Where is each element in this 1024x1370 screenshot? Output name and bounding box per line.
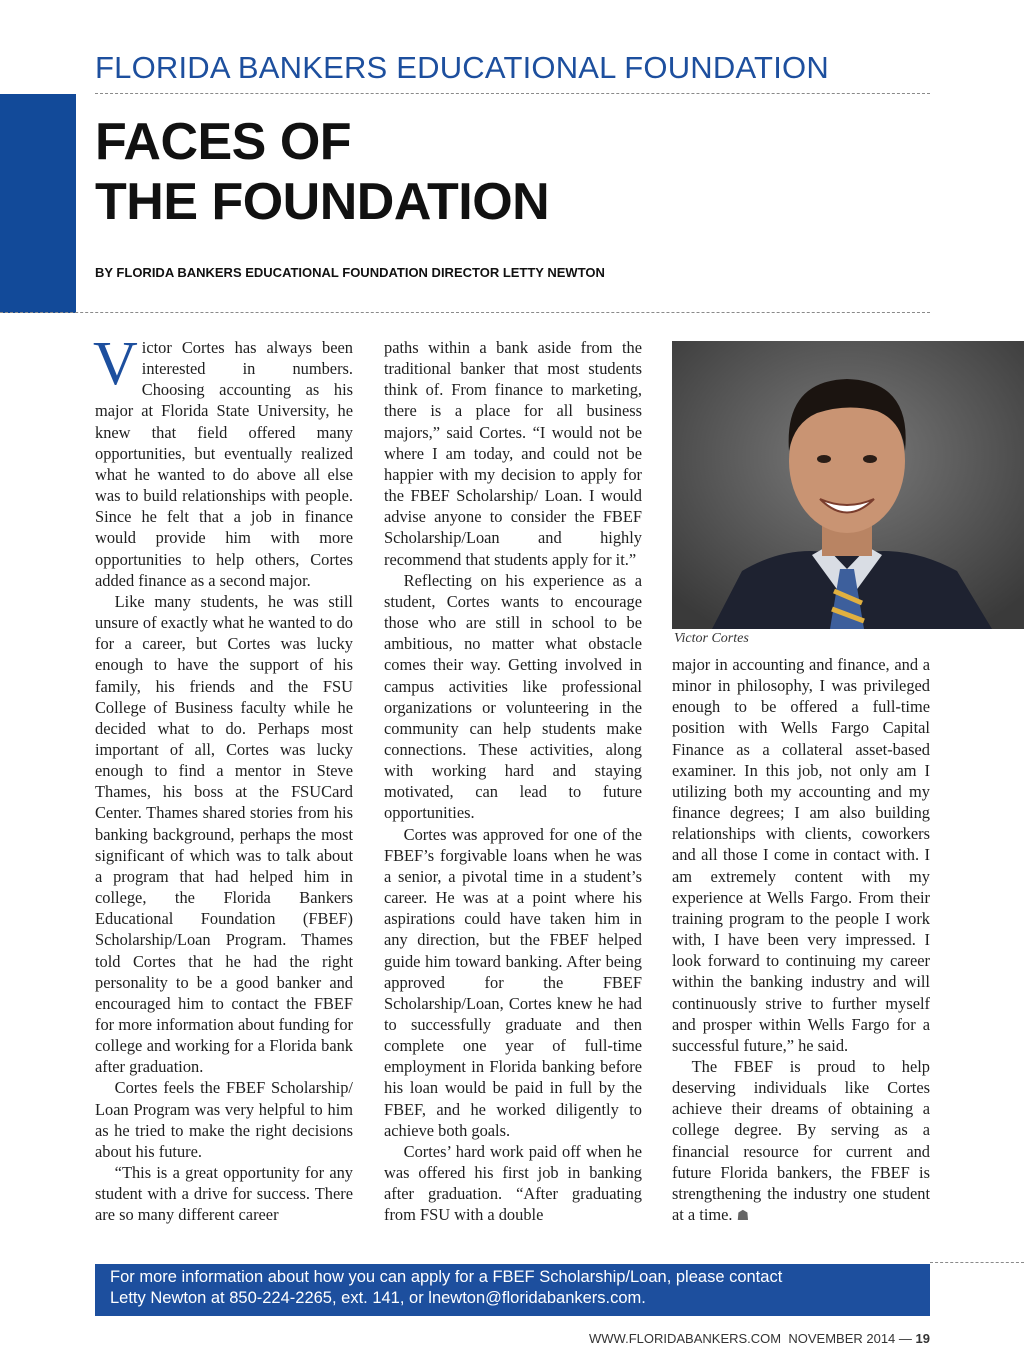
paragraph-text: The FBEF is proud to help deserving individuals like Cortes achieve their dreams of obtaining a college degree. By serving as a financial resource for current and future Florida bankers, the FBEF is strengthening the industry one student at a time.	[672, 1056, 930, 1225]
paragraph: “This is a great opportunity for any student with a drive for success. There are so many different career	[95, 1163, 353, 1225]
footer-website: WWW.FLORIDABANKERS.COM	[589, 1331, 782, 1346]
paragraph: Cortes’ hard work paid off when he was offered his first job in banking after graduation. “After graduating from FSU with a double	[384, 1141, 642, 1225]
page-title	[95, 112, 549, 232]
contact-info-box	[95, 1264, 930, 1316]
paragraph: Like many students, he was still unsure of exactly what he wanted to do for a career, but Cortes was lucky enough to have the support of his family, his friends and the FSU College of Business faculty while he decided what to do. Perhaps most important of all, Cortes was lucky enough to find a mentor in Steve Thames, his boss at the FSUCard Center. Thames shared stories from his banking background, perhaps the most significant of which was to talk about a program that had helped him in college, the Florida Bankers Educational Foundation (FBEF) Scholarship/Loan Program. Thames told Cortes that he had the right personality to be a good banker and encouraged him to contact the FBEF for more information about funding for college and working for a Florida bank after graduation.	[95, 591, 353, 1077]
article-column-2	[384, 337, 642, 1226]
paragraph: major in accounting and finance, and a minor in philosophy, I was privileged enough to be offered a full-time position with Wells Fargo Capital Finance as a collateral asset-based examiner. In this job, not only am I utilizing both my accounting and my finance degrees; I am also building relationships with clients, coworkers and all those I come in contact with. I am extremely content with my experience at Wells Fargo. From their training program to the people I work with, I have been very impressed. I look forward to continuing my career within the banking industry and will continuously strive to further myself and prosper within Wells Fargo for a successful future,” he said.	[672, 655, 930, 1055]
paragraph	[672, 1056, 930, 1227]
paragraph-text: ictor Cortes has always been interested in numbers. Choosing accounting as his major at Florida State University, he knew that field offered many opportunities, but eventually realized what he wanted to do above all else was to build relationships with people. Since he felt that a job in finance would provide him with more opportunities to help others, Cortes added finance as a second major.	[95, 338, 353, 590]
paragraph: paths within a bank aside from the traditional banker that most students think of. From finance to marketing, there is a place for all business majors,” said Cortes. “I would not be where I am today, and could not be happier with my decision to apply for the FBEF Scholarship/ Loan. I would advise anyone to consider the FBEF Scholarship/Loan and highly recommend that students apply for it.”	[384, 338, 642, 569]
page-footer	[589, 1331, 930, 1346]
org-title: FLORIDA BANKERS EDUCATIONAL FOUNDATION	[95, 50, 829, 85]
portrait-illustration	[672, 341, 1024, 629]
footer-issue: NOVEMBER 2014 —	[788, 1331, 912, 1346]
side-accent-bar	[0, 94, 76, 313]
paragraph: Cortes was approved for one of the FBEF’s forgivable loans when he was a senior, a pivotal time in a student’s career. He was at a point where his aspirations could have taken him in any direction, but the FBEF helped guide him toward banking. After being approved for the FBEF Scholarship/Loan, Cortes knew he had to successfully graduate and then complete one year of full-time employment in Florida banking before his loan would be paid in full by the FBEF, and he worked diligently to achieve both goals.	[384, 824, 642, 1140]
contact-info-line2: Letty Newton at 850-224-2265, ext. 141, or lnewton@floridabankers.com.	[110, 1289, 646, 1307]
paragraph: Reflecting on his experience as a student, Cortes wants to encourage those who are still in school to be ambitious, no matter what obstacle comes their way. Getting involved in campus activities like professional organizations or volunteering in the community can help students make connections. These activities, along with working hard and staying motivated, can lead to future opportunities.	[384, 570, 642, 823]
divider-middle	[0, 312, 930, 313]
page-number: 19	[915, 1331, 930, 1346]
contact-info-line1: For more information about how you can apply for a FBEF Scholarship/Loan, please contact	[110, 1268, 783, 1286]
article-column-3	[672, 654, 930, 1227]
divider-bottom	[930, 1262, 1024, 1263]
end-mark-icon: ☗	[736, 1208, 750, 1225]
paragraph: Cortes feels the FBEF Scholarship/ Loan Program was very helpful to him as he tried to make the right decisions about his future.	[95, 1078, 353, 1161]
page-title-line1: FACES OF	[95, 113, 352, 171]
page-title-line2: THE FOUNDATION	[95, 173, 550, 231]
portrait-photo	[672, 341, 1024, 629]
paragraph	[93, 330, 353, 591]
byline: BY FLORIDA BANKERS EDUCATIONAL FOUNDATION DIRECTOR LETTY NEWTON	[95, 265, 605, 280]
photo-caption: Victor Cortes	[674, 631, 749, 646]
drop-cap: V	[93, 330, 138, 398]
article-column-1	[93, 330, 353, 1226]
divider-top	[95, 93, 930, 94]
